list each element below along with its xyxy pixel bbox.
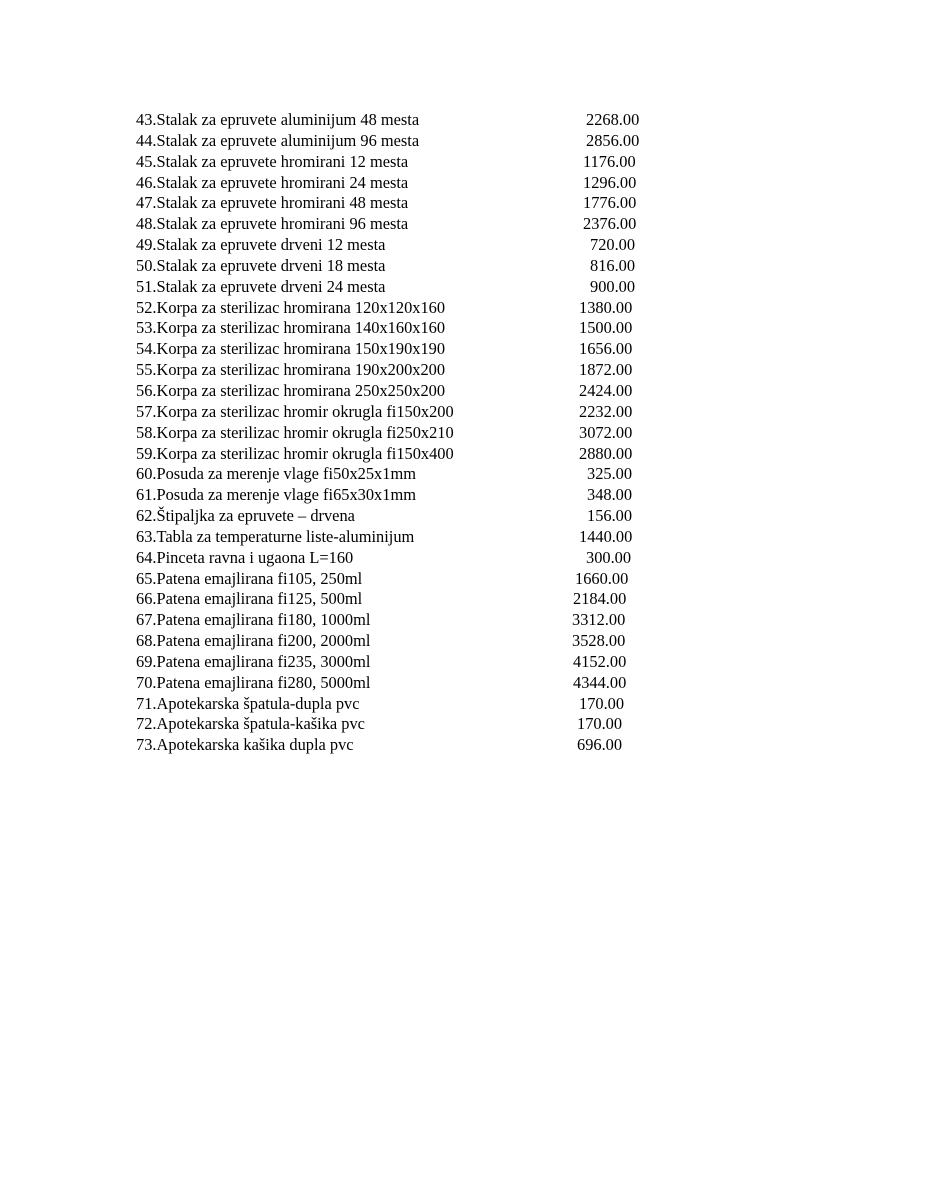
item-label: 73.Apotekarska kašika dupla pvc: [136, 735, 354, 755]
price-list: [136, 110, 696, 756]
item-label: 47.Stalak za epruvete hromirani 48 mesta: [136, 193, 409, 213]
item-price: 1380.00: [579, 297, 633, 317]
item-label: 70.Patena emajlirana fi280, 5000ml: [136, 672, 371, 692]
item-price: 2880.00: [579, 443, 633, 463]
item-price: 1176.00: [583, 151, 636, 171]
list-item: [136, 193, 696, 214]
item-price: 2424.00: [579, 380, 633, 400]
list-item: [136, 589, 696, 610]
list-item: [136, 652, 696, 673]
item-price: 3072.00: [579, 422, 633, 442]
item-label: 67.Patena emajlirana fi180, 1000ml: [136, 610, 371, 630]
item-label: 62.Štipaljka za epruvete – drvena: [136, 506, 355, 526]
item-price: 2184.00: [573, 589, 627, 609]
item-label: 66.Patena emajlirana fi125, 500ml: [136, 589, 363, 609]
item-price: 2856.00: [586, 130, 640, 150]
list-item: [136, 631, 696, 652]
list-item: [136, 360, 696, 381]
list-item: [136, 548, 696, 569]
item-label: 69.Patena emajlirana fi235, 3000ml: [136, 651, 371, 671]
item-label: 72.Apotekarska špatula-kašika pvc: [136, 714, 365, 734]
item-label: 59.Korpa za sterilizac hromir okrugla fi150x400: [136, 443, 454, 463]
item-label: 45.Stalak za epruvete hromirani 12 mesta: [136, 151, 409, 171]
list-item: [136, 339, 696, 360]
item-price: 1776.00: [583, 193, 637, 213]
item-label: 51.Stalak za epruvete drveni 24 mesta: [136, 276, 386, 296]
list-item: [136, 173, 696, 194]
list-item: [136, 673, 696, 694]
item-price: 1296.00: [583, 172, 637, 192]
item-price: 816.00: [590, 255, 636, 275]
list-item: [136, 444, 696, 465]
item-price: 696.00: [577, 735, 623, 755]
list-item: [136, 256, 696, 277]
item-price: 2232.00: [579, 401, 633, 421]
list-item: [136, 735, 696, 756]
item-label: 68.Patena emajlirana fi200, 2000ml: [136, 631, 371, 651]
list-item: [136, 485, 696, 506]
list-item: [136, 610, 696, 631]
list-item: [136, 423, 696, 444]
item-price: 3312.00: [572, 610, 626, 630]
item-label: 48.Stalak za epruvete hromirani 96 mesta: [136, 214, 409, 234]
list-item: [136, 298, 696, 319]
item-label: 56.Korpa za sterilizac hromirana 250x250x200: [136, 380, 446, 400]
item-label: 63.Tabla za temperaturne liste-aluminijum: [136, 526, 415, 546]
item-price: 720.00: [590, 235, 636, 255]
item-label: 44.Stalak za epruvete aluminijum 96 mesta: [136, 130, 420, 150]
item-price: 1656.00: [579, 339, 633, 359]
item-label: 49.Stalak za epruvete drveni 12 mesta: [136, 235, 386, 255]
list-item: [136, 714, 696, 735]
item-price: 1440.00: [579, 526, 633, 546]
list-item: [136, 402, 696, 423]
item-label: 54.Korpa za sterilizac hromirana 150x190x190: [136, 339, 446, 359]
list-item: [136, 569, 696, 590]
item-price: 900.00: [590, 276, 636, 296]
item-price: 156.00: [587, 506, 633, 526]
item-price: 4152.00: [573, 651, 627, 671]
item-label: 55.Korpa za sterilizac hromirana 190x200x200: [136, 360, 446, 380]
item-label: 65.Patena emajlirana fi105, 250ml: [136, 568, 363, 588]
list-item: [136, 506, 696, 527]
item-price: 1660.00: [575, 568, 629, 588]
list-item: [136, 214, 696, 235]
item-price: 300.00: [586, 547, 632, 567]
item-label: 52.Korpa za sterilizac hromirana 120x120x160: [136, 297, 446, 317]
item-price: 348.00: [587, 485, 633, 505]
list-item: [136, 277, 696, 298]
list-item: [136, 381, 696, 402]
list-item: [136, 464, 696, 485]
list-item: [136, 110, 696, 131]
list-item: [136, 318, 696, 339]
item-label: 43.Stalak za epruvete aluminijum 48 mesta: [136, 110, 420, 129]
item-label: 71.Apotekarska špatula-dupla pvc: [136, 693, 360, 713]
item-price: 325.00: [587, 464, 633, 484]
item-price: 170.00: [579, 693, 625, 713]
item-label: 57.Korpa za sterilizac hromir okrugla fi150x200: [136, 401, 454, 421]
list-item: [136, 152, 696, 173]
item-label: 50.Stalak za epruvete drveni 18 mesta: [136, 255, 386, 275]
item-price: 1872.00: [579, 360, 633, 380]
list-item: [136, 694, 696, 715]
item-price: 2376.00: [583, 214, 637, 234]
item-label: 60.Posuda za merenje vlage fi50x25x1mm: [136, 464, 416, 484]
item-label: 61.Posuda za merenje vlage fi65x30x1mm: [136, 485, 416, 505]
list-item: [136, 527, 696, 548]
list-item: [136, 235, 696, 256]
list-item: [136, 131, 696, 152]
item-price: 3528.00: [572, 631, 626, 651]
item-label: 58.Korpa za sterilizac hromir okrugla fi250x210: [136, 422, 454, 442]
item-label: 64.Pinceta ravna i ugaona L=160: [136, 547, 354, 567]
item-price: 2268.00: [586, 110, 640, 129]
item-label: 53.Korpa za sterilizac hromirana 140x160x160: [136, 318, 446, 338]
item-price: 170.00: [577, 714, 623, 734]
item-price: 1500.00: [579, 318, 633, 338]
item-price: 4344.00: [573, 672, 627, 692]
item-label: 46.Stalak za epruvete hromirani 24 mesta: [136, 172, 409, 192]
